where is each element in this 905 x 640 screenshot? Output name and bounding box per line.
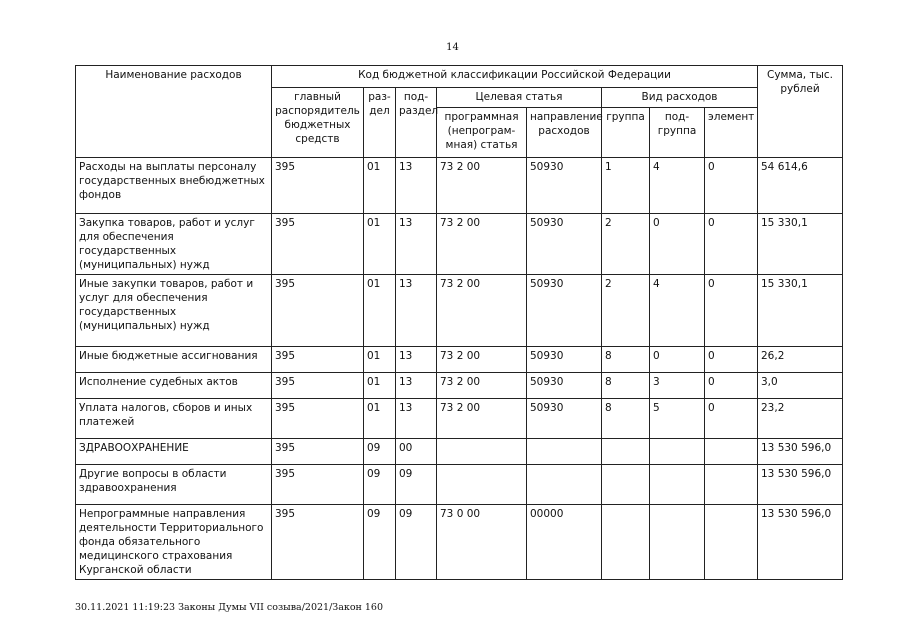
row-name: Другие вопросы в области здравоохранения bbox=[76, 465, 272, 505]
row-group: 2 bbox=[602, 214, 650, 275]
row-sum: 3,0 bbox=[758, 373, 843, 399]
row-direction: 50930 bbox=[527, 158, 602, 214]
header-sum: Сумма, тыс. рублей bbox=[758, 66, 843, 158]
row-element: 0 bbox=[705, 275, 758, 347]
header-group: группа bbox=[602, 108, 650, 158]
table-row bbox=[76, 158, 843, 214]
header-section: раз-дел bbox=[364, 88, 396, 158]
page-number: 14 bbox=[446, 42, 459, 53]
row-sum: 13 530 596,0 bbox=[758, 439, 843, 465]
row-element bbox=[705, 465, 758, 505]
row-program: 73 2 00 bbox=[437, 158, 527, 214]
table-row bbox=[76, 275, 843, 347]
row-subsection: 09 bbox=[396, 505, 437, 580]
row-group: 1 bbox=[602, 158, 650, 214]
table-row bbox=[76, 347, 843, 373]
row-subgroup: 5 bbox=[650, 399, 705, 439]
row-manager: 395 bbox=[272, 465, 364, 505]
budget-table bbox=[75, 65, 843, 580]
row-section: 01 bbox=[364, 214, 396, 275]
row-manager: 395 bbox=[272, 275, 364, 347]
row-group: 8 bbox=[602, 399, 650, 439]
row-direction bbox=[527, 439, 602, 465]
row-subgroup bbox=[650, 465, 705, 505]
row-direction bbox=[527, 465, 602, 505]
header-manager: главный распорядитель бюджетных средств bbox=[272, 88, 364, 158]
row-subgroup: 4 bbox=[650, 275, 705, 347]
row-direction: 00000 bbox=[527, 505, 602, 580]
header-name: Наименование расходов bbox=[76, 66, 272, 158]
row-subgroup bbox=[650, 439, 705, 465]
header-subsection: под-раздел bbox=[396, 88, 437, 158]
header-direction: направление расходов bbox=[527, 108, 602, 158]
header-program: программная (непрограм-мная) статья bbox=[437, 108, 527, 158]
row-element bbox=[705, 505, 758, 580]
row-element: 0 bbox=[705, 214, 758, 275]
row-sum: 54 614,6 bbox=[758, 158, 843, 214]
header-target: Целевая статья bbox=[437, 88, 602, 108]
row-manager: 395 bbox=[272, 399, 364, 439]
row-name: Исполнение судебных актов bbox=[76, 373, 272, 399]
row-subsection: 13 bbox=[396, 158, 437, 214]
row-subsection: 13 bbox=[396, 214, 437, 275]
row-subsection: 00 bbox=[396, 439, 437, 465]
row-subgroup bbox=[650, 505, 705, 580]
row-element: 0 bbox=[705, 158, 758, 214]
row-section: 01 bbox=[364, 399, 396, 439]
row-section: 09 bbox=[364, 465, 396, 505]
row-section: 09 bbox=[364, 505, 396, 580]
row-manager: 395 bbox=[272, 214, 364, 275]
row-element bbox=[705, 439, 758, 465]
row-sum: 23,2 bbox=[758, 399, 843, 439]
row-name: Непрограммные направления деятельности Территориального фонда обязательного медицинского страхования Курганской области bbox=[76, 505, 272, 580]
row-section: 01 bbox=[364, 158, 396, 214]
row-direction: 50930 bbox=[527, 275, 602, 347]
header-element: элемент bbox=[705, 108, 758, 158]
row-element: 0 bbox=[705, 373, 758, 399]
row-subgroup: 4 bbox=[650, 158, 705, 214]
row-subsection: 13 bbox=[396, 399, 437, 439]
row-group: 8 bbox=[602, 347, 650, 373]
row-section: 01 bbox=[364, 373, 396, 399]
row-subsection: 13 bbox=[396, 347, 437, 373]
row-name: ЗДРАВООХРАНЕНИЕ bbox=[76, 439, 272, 465]
row-program bbox=[437, 465, 527, 505]
row-manager: 395 bbox=[272, 505, 364, 580]
row-element: 0 bbox=[705, 399, 758, 439]
table-row bbox=[76, 465, 843, 505]
row-subgroup: 3 bbox=[650, 373, 705, 399]
row-direction: 50930 bbox=[527, 347, 602, 373]
table-row bbox=[76, 373, 843, 399]
row-subsection: 13 bbox=[396, 373, 437, 399]
row-group bbox=[602, 439, 650, 465]
table-row bbox=[76, 439, 843, 465]
row-program: 73 2 00 bbox=[437, 347, 527, 373]
row-name: Закупка товаров, работ и услуг для обеспечения государственных (муниципальных) нужд bbox=[76, 214, 272, 275]
row-manager: 395 bbox=[272, 347, 364, 373]
table-row bbox=[76, 214, 843, 275]
row-manager: 395 bbox=[272, 439, 364, 465]
row-name: Иные закупки товаров, работ и услуг для обеспечения государственных (муниципальных) нужд bbox=[76, 275, 272, 347]
row-section: 09 bbox=[364, 439, 396, 465]
header-code: Код бюджетной классификации Российской Федерации bbox=[272, 66, 758, 88]
row-group bbox=[602, 465, 650, 505]
row-direction: 50930 bbox=[527, 399, 602, 439]
row-manager: 395 bbox=[272, 373, 364, 399]
row-subgroup: 0 bbox=[650, 347, 705, 373]
row-program bbox=[437, 439, 527, 465]
row-manager: 395 bbox=[272, 158, 364, 214]
row-sum: 13 530 596,0 bbox=[758, 505, 843, 580]
row-section: 01 bbox=[364, 275, 396, 347]
row-program: 73 2 00 bbox=[437, 275, 527, 347]
row-direction: 50930 bbox=[527, 214, 602, 275]
row-program: 73 0 00 bbox=[437, 505, 527, 580]
row-subsection: 09 bbox=[396, 465, 437, 505]
row-subgroup: 0 bbox=[650, 214, 705, 275]
table-row bbox=[76, 505, 843, 580]
document-footer: 30.11.2021 11:19:23 Законы Думы VII созыва/2021/Закон 160 bbox=[75, 602, 384, 613]
row-name: Уплата налогов, сборов и иных платежей bbox=[76, 399, 272, 439]
row-section: 01 bbox=[364, 347, 396, 373]
row-program: 73 2 00 bbox=[437, 373, 527, 399]
table-row bbox=[76, 399, 843, 439]
row-sum: 26,2 bbox=[758, 347, 843, 373]
row-sum: 13 530 596,0 bbox=[758, 465, 843, 505]
row-sum: 15 330,1 bbox=[758, 275, 843, 347]
row-group: 2 bbox=[602, 275, 650, 347]
row-element: 0 bbox=[705, 347, 758, 373]
header-subgroup: под-группа bbox=[650, 108, 705, 158]
row-direction: 50930 bbox=[527, 373, 602, 399]
row-name: Иные бюджетные ассигнования bbox=[76, 347, 272, 373]
row-subsection: 13 bbox=[396, 275, 437, 347]
row-program: 73 2 00 bbox=[437, 399, 527, 439]
row-group bbox=[602, 505, 650, 580]
row-sum: 15 330,1 bbox=[758, 214, 843, 275]
header-expense-type: Вид расходов bbox=[602, 88, 758, 108]
row-group: 8 bbox=[602, 373, 650, 399]
row-program: 73 2 00 bbox=[437, 214, 527, 275]
row-name: Расходы на выплаты персоналу государственных внебюджетных фондов bbox=[76, 158, 272, 214]
